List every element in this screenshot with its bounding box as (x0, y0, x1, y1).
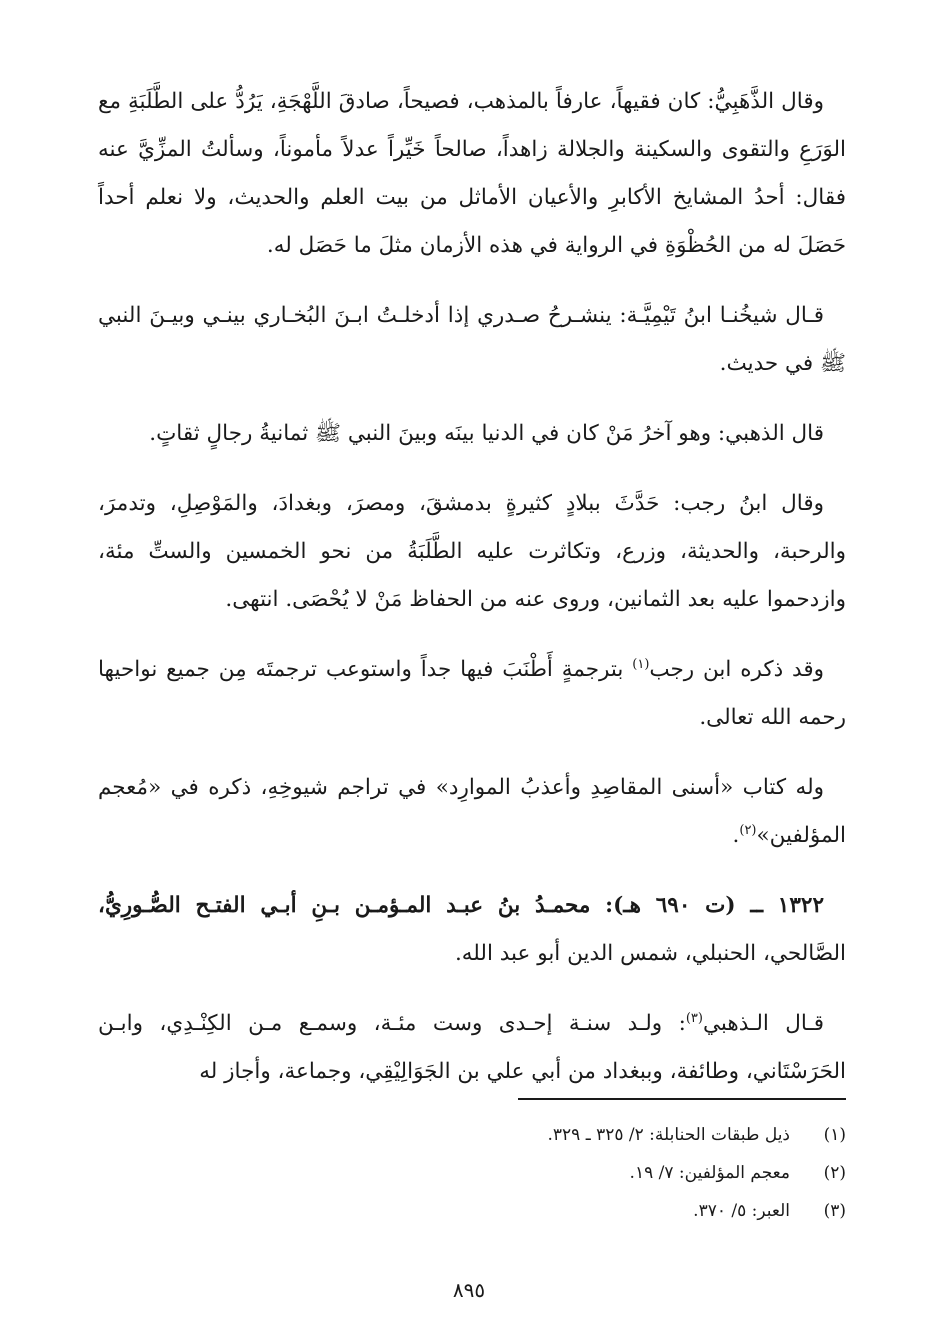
footnote-marker: (٣) (685, 1010, 703, 1026)
biography-entry-heading (98, 882, 846, 978)
paragraph-text: وقد ذكره ابن رجب (649, 657, 825, 682)
footnote (106, 1192, 846, 1230)
paragraph-ibn-taymiyya-quote: قـال شيخُنـا ابنُ تَيْمِيَّـة: ينشـرحُ صـدري إذا أدخلـتُ ابـنَ البُخـاري بينـي وبيـنَ النبي ﷺ في حديث. (98, 303, 846, 376)
footnotes (106, 1116, 846, 1230)
footnote-marker: (٢) (739, 822, 757, 838)
footnote-text: معجم المؤلفين: ٧/ ١٩. (629, 1163, 790, 1183)
paragraph-dhahabi-isnad: قال الذهبي: وهو آخرُ مَنْ كان في الدنيا بينَه وبينَ النبي ﷺ ثمانيةُ رجالٍ ثقاتٍ. (149, 421, 824, 446)
paragraph-ibn-rajab-quote: وقال ابنُ رجب: حَدَّثَ ببلادٍ كثيرةٍ بدمشقَ، ومصرَ، وبغدادَ، والمَوْصِلِ، وتدمرَ، والرحبة، والحديثة، وزرع، وتكاثرت عليه الطَّلَبَةُ من نحو الخمسين والستِّ مئة، وازدحموا عليه بعد الثمانين، وروى عنه من الحفاظ مَنْ لا يُحْصَى. انتهى. (98, 491, 846, 612)
paragraph-text: : ولـد سنـة إحـدى وست مئـة، وسمـع مـن الكِنْـدِي، وابـن الحَرَسْتَاني، وطائفة، وببغداد من أبي علي بن الجَوَالِيْقِي، وجماعة، وأجاز له (98, 1011, 846, 1084)
footnote-text: العبر: ٥/ ٣٧٠. (693, 1201, 790, 1221)
page-number: ٨٩٥ (452, 1278, 486, 1302)
paragraph-text: بترجمةٍ أَطْنَبَ فيها جداً واستوعب ترجمتَه مِن جميع نواحيها رحمه الله تعالى. (98, 657, 846, 730)
footnote-number: (١) (823, 1125, 846, 1145)
paragraph-dhahabi-description: وقال الذَّهَبِيُّ: كان فقيهاً، عارفاً بالمذهب، فصيحاً، صادقَ اللَّهْجَةِ، يَرُدُّ على الطَّلَبَةِ مع الوَرَعِ والتقوى والسكينة والجلالة زاهداً، صالحاً خَيِّراً عدلاً مأموناً، وسألتُ المزِّيَّ عنه فقال: أحدُ المشايخ الأكابرِ والأعيان الأماثل من بيت العلم والحديث، ولا نعلم أحداً حَصَلَ له من الحُظْوَةِ في الرواية في هذه الأزمان مثلَ ما حَصَل له. (98, 89, 846, 258)
paragraph-text: وله كتاب «أسنى المقاصِدِ وأعذبُ الموارِد» في تراجم شيوخِهِ، ذكره في «مُعجم المؤلفين» (98, 775, 846, 848)
paragraph-ibn-rajab-biography (98, 646, 846, 742)
footnote-number: (٢) (823, 1163, 846, 1183)
paragraph-book-mention (98, 764, 846, 860)
footnote-text: ذيل طبقات الحنابلة: ٢/ ٣٢٥ ـ ٣٢٩. (547, 1125, 790, 1145)
paragraph-dhahabi-birth (98, 1000, 846, 1096)
biography-name: ١٣٢٢ ــ (ت ٦٩٠ هـ): محمـدُ بنُ عبـد المـؤمـن بـنِ أبـي الفتـح الصُّـورِيُّ، (98, 893, 824, 918)
footnote-separator (518, 1098, 846, 1100)
page-body (98, 78, 846, 1118)
biography-lineage: الصَّالحي، الحنبلي، شمس الدين أبو عبد الله. (454, 941, 846, 966)
footnote (106, 1116, 846, 1154)
footnote-marker: (١) (632, 656, 650, 672)
paragraph-text: . (732, 823, 740, 848)
footnote-number: (٣) (823, 1201, 846, 1221)
footnote (106, 1154, 846, 1192)
paragraph-text: قـال الـذهبي (702, 1011, 825, 1036)
